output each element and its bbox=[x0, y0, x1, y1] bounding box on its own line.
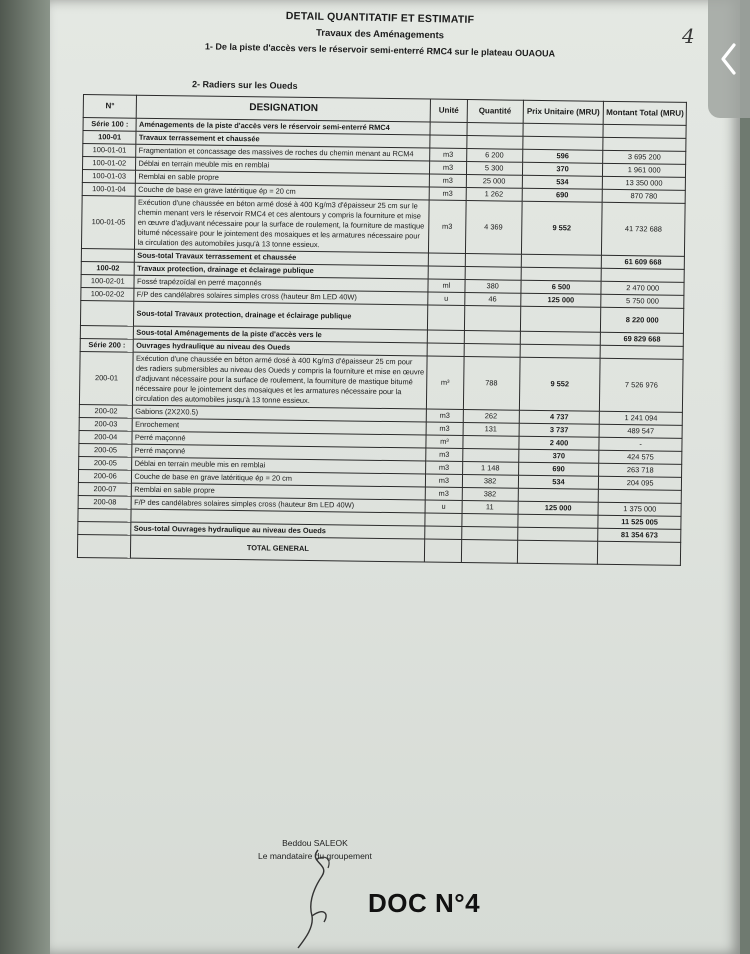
col-header-no: N° bbox=[83, 95, 137, 119]
cell-designation: Perré maçonné bbox=[132, 444, 426, 461]
cell-total: 81 354 673 bbox=[598, 528, 681, 542]
back-button[interactable] bbox=[708, 0, 750, 118]
cell-unit-price: 9 552 bbox=[521, 201, 602, 255]
cell-total: 13 350 000 bbox=[603, 176, 686, 190]
cell-no: 100-01-03 bbox=[82, 170, 136, 184]
cell-designation: Travaux protection, drainage et éclairage publique bbox=[135, 262, 429, 279]
cell-no: 100-01-02 bbox=[83, 157, 137, 171]
cell-total: - bbox=[599, 437, 682, 451]
cell-no: 100-02-02 bbox=[81, 287, 135, 301]
cell-unit-price bbox=[520, 306, 601, 332]
cell-unit bbox=[425, 526, 462, 539]
cell-unit: m3 bbox=[430, 148, 467, 161]
cell-unit-price bbox=[518, 514, 599, 528]
cell-unit-price: 370 bbox=[518, 449, 599, 463]
cell-designation: Ouvrages hydraulique au niveau des Oueds bbox=[134, 339, 428, 356]
cell-unit-price bbox=[521, 267, 602, 281]
cell-unit: m3 bbox=[429, 200, 466, 253]
cell-qty: 1 148 bbox=[462, 461, 518, 475]
cell-designation: Déblai en terrain meuble mis en remblai bbox=[136, 157, 430, 174]
cell-unit bbox=[428, 266, 465, 279]
cell-total: 3 695 200 bbox=[603, 150, 686, 164]
cell-designation: Fossé trapézoïdal en perré maçonnés bbox=[134, 275, 428, 292]
col-header-qty: Quantité bbox=[467, 100, 523, 124]
cell-unit-price bbox=[523, 123, 604, 137]
cell-unit-price bbox=[520, 331, 601, 345]
col-header-total: Montant Total (MRU) bbox=[603, 101, 686, 125]
cell-qty: 262 bbox=[463, 410, 519, 424]
cell-unit: m3 bbox=[426, 422, 463, 435]
cell-qty bbox=[464, 344, 520, 358]
cell-qty bbox=[461, 513, 517, 527]
cell-unit: m3 bbox=[430, 161, 467, 174]
cell-no bbox=[81, 248, 135, 262]
table-row bbox=[81, 195, 685, 256]
cell-qty: 4 369 bbox=[465, 201, 522, 255]
cell-unit-price: 596 bbox=[522, 149, 603, 163]
cell-total: 204 095 bbox=[599, 476, 682, 490]
cell-unit: m3 bbox=[426, 409, 463, 422]
cell-designation: Fragmentation et concassage des massives de roches du chemin menant au RCM4 bbox=[136, 144, 430, 161]
cell-qty bbox=[461, 539, 517, 563]
cell-unit-price: 125 000 bbox=[518, 501, 599, 515]
cell-designation: Couche de base en grave latéritique ép = 20 cm bbox=[132, 470, 426, 487]
cell-unit: u bbox=[428, 292, 465, 305]
cell-unit-price: 690 bbox=[518, 462, 599, 476]
cell-no bbox=[80, 300, 134, 326]
col-header-unit-price: Prix Unitaire (MRU) bbox=[523, 100, 604, 124]
cell-designation: Travaux terrassement et chaussée bbox=[136, 131, 430, 148]
cell-designation: Sous-total Travaux protection, drainage et éclairage publique bbox=[134, 301, 428, 330]
cell-no: Série 100 : bbox=[83, 118, 137, 132]
cell-unit-price bbox=[518, 488, 599, 502]
cell-designation: Sous-total Aménagements de la piste d'accès vers le bbox=[134, 326, 428, 343]
cell-unit bbox=[427, 343, 464, 356]
cell-designation: Perré maçonné bbox=[132, 431, 426, 448]
cell-unit bbox=[428, 253, 465, 266]
cell-unit: m³ bbox=[426, 435, 463, 448]
cell-designation: Aménagements de la piste d'accès vers le réservoir semi-enterré RMC4 bbox=[136, 118, 430, 135]
cell-designation: TOTAL GENERAL bbox=[131, 535, 425, 562]
cell-no: 100-01 bbox=[83, 131, 137, 145]
cell-unit: ml bbox=[428, 279, 465, 292]
cell-no bbox=[80, 325, 134, 339]
chevron-left-icon bbox=[718, 42, 740, 76]
cell-unit: m3 bbox=[426, 461, 463, 474]
cell-total: 8 220 000 bbox=[601, 307, 684, 333]
cell-unit-price: 6 500 bbox=[521, 280, 602, 294]
cell-designation: Couche de base en grave latéritique ép = 20 cm bbox=[136, 183, 430, 200]
cell-unit-price bbox=[520, 344, 601, 358]
cell-total: 11 525 005 bbox=[598, 515, 681, 529]
cell-qty bbox=[464, 331, 520, 345]
cell-designation: F/P des candélabres solaires simples cross (hauteur 8m LED 40W) bbox=[132, 496, 426, 513]
cell-unit bbox=[428, 305, 465, 330]
cell-designation: Remblai en sable propre bbox=[132, 483, 426, 500]
cell-total: 870 780 bbox=[602, 189, 685, 203]
cell-total bbox=[603, 124, 686, 138]
cell-unit: m3 bbox=[426, 474, 463, 487]
cell-no: 200-01 bbox=[79, 351, 133, 405]
cell-total: 69 829 668 bbox=[601, 332, 684, 346]
cell-total: 1 961 000 bbox=[603, 163, 686, 177]
cell-qty: 25 000 bbox=[466, 175, 522, 189]
cell-unit-price: 125 000 bbox=[520, 293, 601, 307]
cell-qty bbox=[467, 123, 523, 137]
cell-unit: u bbox=[425, 500, 462, 513]
cell-unit bbox=[425, 539, 462, 562]
cell-unit-price bbox=[517, 527, 598, 541]
cell-unit bbox=[430, 135, 467, 148]
document-subtitle: Travaux des Aménagements bbox=[315, 27, 445, 42]
cell-total: 1 375 000 bbox=[598, 502, 681, 516]
cell-unit: m³ bbox=[427, 356, 464, 409]
document-header bbox=[170, 10, 590, 59]
cell-designation: Sous-total Ouvrages hydraulique au niveau des Oueds bbox=[131, 522, 425, 539]
cell-unit: m3 bbox=[430, 174, 467, 187]
cell-unit: m3 bbox=[429, 187, 466, 200]
cell-qty: 380 bbox=[465, 280, 521, 294]
cell-unit-price: 534 bbox=[518, 475, 599, 489]
signatory-name: Beddou SALEOK bbox=[282, 838, 348, 848]
cell-qty: 11 bbox=[462, 500, 518, 514]
cell-total: 5 750 000 bbox=[601, 294, 684, 308]
cell-unit-price bbox=[521, 254, 602, 268]
cell-qty: 1 262 bbox=[466, 188, 522, 202]
cell-designation: Exécution d'une chaussée en béton armé dosé à 400 Kg/m3 d'épaisseur 25 cm pour des radiers submersibles au niveau des Oueds y compris la fourniture et mise en œuvre d'adjuvant nécessaire pour la surface de roulement, la fourniture de mastique bitumé nécessaire pour le jointement des mosaiques et les armatures nécessaire pour la circulation des automobiles jusqu'à 13 tonne essieux. bbox=[133, 352, 427, 409]
cell-unit-price: 370 bbox=[522, 162, 603, 176]
cell-qty: 382 bbox=[462, 474, 518, 488]
cell-unit-price: 4 737 bbox=[519, 410, 600, 424]
cell-qty: 131 bbox=[463, 423, 519, 437]
cell-qty: 6 200 bbox=[466, 149, 522, 163]
cell-qty: 382 bbox=[462, 487, 518, 501]
cell-unit-price: 9 552 bbox=[519, 357, 600, 411]
cell-total: 424 575 bbox=[599, 450, 682, 464]
cell-unit: m3 bbox=[425, 487, 462, 500]
document-title: DETAIL QUANTITATIF ET ESTIMATIF bbox=[285, 10, 475, 26]
cell-qty bbox=[462, 448, 518, 462]
cell-unit bbox=[425, 513, 462, 526]
cell-no: 200-04 bbox=[79, 430, 133, 444]
header-line-2: 2- Radiers sur les Oueds bbox=[191, 79, 298, 91]
cell-total bbox=[599, 489, 682, 503]
cell-no: 200-05 bbox=[79, 443, 133, 457]
cell-qty bbox=[461, 526, 517, 540]
cell-no: 100-02-01 bbox=[81, 274, 135, 288]
estimate-table bbox=[77, 94, 687, 566]
table-row bbox=[79, 351, 683, 412]
col-header-designation: DESIGNATION bbox=[137, 95, 431, 122]
cell-total: 2 470 000 bbox=[601, 281, 684, 295]
cell-unit bbox=[430, 122, 467, 135]
col-header-unit: Unité bbox=[430, 99, 467, 122]
cell-no: 100-02 bbox=[81, 261, 135, 275]
cell-unit-price bbox=[522, 136, 603, 150]
cell-total: 1 241 094 bbox=[600, 411, 683, 425]
handwritten-signature bbox=[278, 842, 358, 952]
cell-no: 200-05 bbox=[79, 456, 133, 470]
cell-total bbox=[598, 541, 681, 565]
cell-total: 7 526 976 bbox=[600, 358, 683, 412]
cell-unit bbox=[427, 330, 464, 343]
cell-designation: Exécution d'une chaussée en béton armé dosé à 400 Kg/m3 d'épaisseur 25 cm sur le chemin menant vers le réservoir RMC4 et ces alentours y compris la fourniture et mise en œuvre d'adjuvant nécessaire pour la surface de roulement, la fourniture de mastique bitumé nécessaire pour le jointement des mosaiques et les armatures nécessaire pour la circulation des automobiles jusqu'à 13 tonne essieux. bbox=[135, 196, 429, 253]
cell-designation: Remblai en sable propre bbox=[136, 170, 430, 187]
cell-qty bbox=[464, 306, 520, 332]
cell-no bbox=[77, 534, 131, 558]
cell-unit-price: 690 bbox=[522, 188, 603, 202]
cell-designation: Gabions (2X2X0.5) bbox=[133, 405, 427, 422]
cell-designation: Sous-total Travaux terrassement et chaussée bbox=[135, 249, 429, 266]
cell-no bbox=[78, 521, 132, 535]
cell-total: 41 732 688 bbox=[602, 202, 685, 256]
cell-total: 489 547 bbox=[599, 424, 682, 438]
cell-designation: Enrochement bbox=[133, 418, 427, 435]
cell-no: 200-06 bbox=[78, 469, 132, 483]
header-line-1: 1- De la piste d'accès vers le réservoir semi-enterré RMC4 sur le plateau OUAOUA bbox=[204, 41, 556, 59]
cell-total bbox=[600, 345, 683, 359]
cell-no: 100-01-01 bbox=[83, 144, 137, 158]
cell-qty: 5 300 bbox=[466, 162, 522, 176]
cell-no: 200-07 bbox=[78, 482, 132, 496]
cell-no: 200-02 bbox=[79, 404, 133, 418]
cell-qty bbox=[463, 435, 519, 449]
cell-total bbox=[601, 268, 684, 282]
cell-qty: 788 bbox=[463, 357, 520, 411]
cell-no: Série 200 : bbox=[80, 338, 134, 352]
cell-no: 100-01-04 bbox=[82, 182, 136, 196]
page-number: 4 bbox=[682, 24, 695, 48]
cell-qty bbox=[465, 254, 521, 268]
doc-number-label: DOC N°4 bbox=[368, 888, 481, 918]
cell-unit: m3 bbox=[426, 448, 463, 461]
cell-qty bbox=[465, 267, 521, 281]
cell-total bbox=[603, 137, 686, 151]
cell-qty bbox=[466, 136, 522, 150]
cell-designation: F/P des candélabres solaires simples cross (hauteur 8m LED 40W) bbox=[134, 288, 428, 305]
cell-designation: Déblai en terrain meuble mis en remblai bbox=[132, 457, 426, 474]
cell-no: 200-03 bbox=[79, 417, 133, 431]
cell-total: 61 609 668 bbox=[602, 255, 685, 269]
cell-unit-price bbox=[517, 540, 598, 564]
signatory-role: Le mandataire du groupement bbox=[258, 851, 372, 861]
cell-unit-price: 534 bbox=[522, 175, 603, 189]
cell-unit-price: 2 400 bbox=[519, 436, 600, 450]
cell-no: 100-01-05 bbox=[81, 195, 135, 249]
cell-no bbox=[78, 508, 132, 522]
cell-qty: 46 bbox=[464, 293, 520, 307]
cell-unit-price: 3 737 bbox=[519, 423, 600, 437]
background-edge bbox=[0, 0, 50, 954]
cell-total: 263 718 bbox=[599, 463, 682, 477]
cell-no: 200-08 bbox=[78, 495, 132, 509]
